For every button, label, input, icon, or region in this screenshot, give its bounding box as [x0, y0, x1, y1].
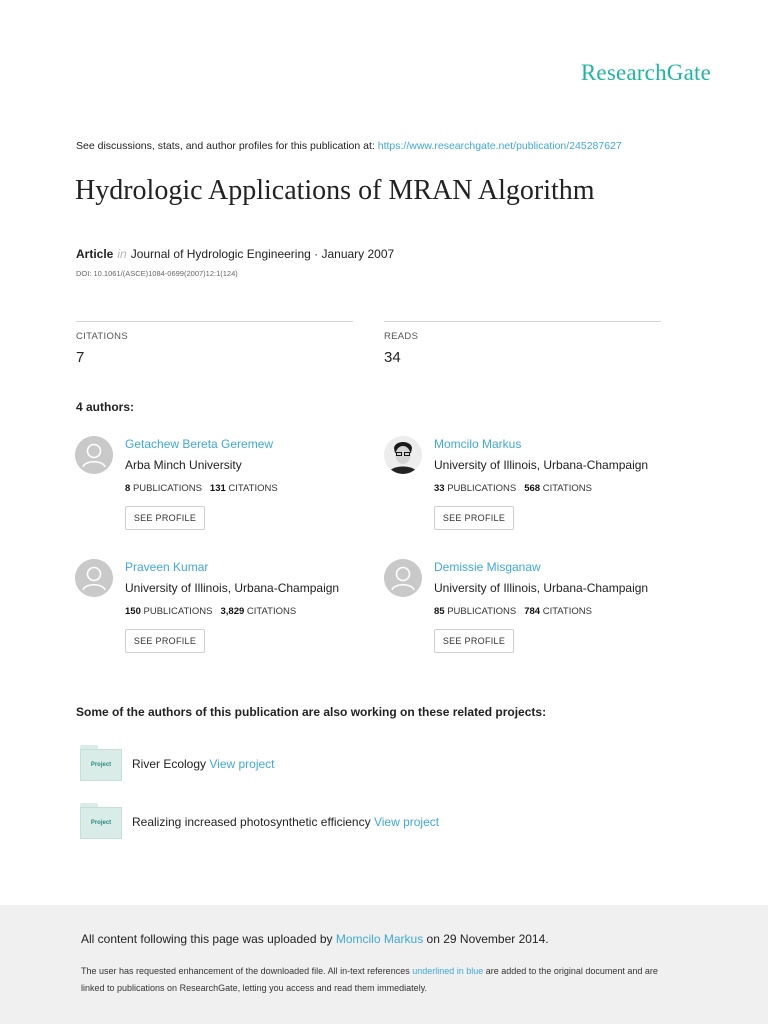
author-name-link[interactable]: Demissie Misganaw	[434, 560, 541, 574]
publications-count: 85	[434, 606, 445, 617]
citations-label: CITATIONS	[542, 483, 592, 494]
author-stats	[434, 483, 592, 494]
citations-stat	[76, 321, 353, 366]
citations-count: 3,829	[220, 606, 245, 617]
project-item	[80, 745, 580, 785]
upload-footer	[0, 905, 768, 1024]
project-item	[80, 803, 580, 843]
publications-label: PUBLICATIONS	[447, 606, 517, 617]
see-profile-button[interactable]: SEE PROFILE	[125, 629, 205, 653]
project-text	[132, 815, 439, 829]
placeholder-avatar-icon[interactable]	[384, 559, 422, 597]
see-profile-button[interactable]: SEE PROFILE	[434, 506, 514, 530]
citations-count: 131	[209, 483, 226, 494]
citations-label: CITATIONS	[76, 331, 128, 342]
upload-suffix: on 29 November 2014.	[423, 932, 549, 946]
project-folder-icon	[80, 803, 122, 839]
project-name: River Ecology	[132, 757, 207, 771]
reads-stat	[384, 321, 661, 366]
publication-title: Hydrologic Applications of MRAN Algorithm	[75, 175, 595, 206]
project-icon-label: Project	[90, 762, 112, 768]
author-card	[75, 436, 375, 546]
upload-prefix: All content following this page was uploaded by	[81, 932, 336, 946]
author-card	[75, 559, 375, 669]
journal-date: Journal of Hydrologic Engineering · January 2007	[130, 247, 395, 261]
uploader-link[interactable]: Momcilo Markus	[335, 932, 424, 946]
placeholder-avatar-icon[interactable]	[75, 559, 113, 597]
author-institution: University of Illinois, Urbana-Champaign	[434, 458, 649, 472]
citations-count: 784	[524, 606, 541, 617]
underlined-blue-text: underlined in blue	[412, 966, 484, 976]
view-project-link[interactable]: View project	[209, 757, 275, 771]
publications-label: PUBLICATIONS	[447, 483, 517, 494]
note-part-1: The user has requested enhancement of the downloaded file. All in-text references	[81, 966, 413, 976]
author-institution: University of Illinois, Urbana-Champaign	[434, 581, 649, 595]
author-stats	[125, 606, 296, 617]
project-folder-icon	[80, 745, 122, 781]
photo-avatar[interactable]	[384, 436, 422, 474]
view-project-link[interactable]: View project	[373, 815, 440, 829]
author-name-link[interactable]: Momcilo Markus	[434, 437, 522, 451]
author-stats	[125, 483, 278, 494]
see-profile-button[interactable]: SEE PROFILE	[125, 506, 205, 530]
researchgate-logo[interactable]: ResearchGate	[580, 60, 711, 85]
author-stats	[434, 606, 592, 617]
placeholder-avatar-icon[interactable]	[75, 436, 113, 474]
citations-count: 568	[524, 483, 541, 494]
in-word: in	[117, 247, 127, 261]
author-card	[384, 436, 684, 546]
publications-count: 8	[125, 483, 131, 494]
author-institution: University of Illinois, Urbana-Champaign	[125, 581, 340, 595]
publication-meta	[76, 247, 394, 261]
authors-heading: 4 authors:	[76, 400, 135, 414]
see-discussions-text: See discussions, stats, and author profiles for this publication at:	[76, 140, 378, 152]
publications-count: 33	[434, 483, 445, 494]
note-part-2: are added to the original document and are linked to publications on ResearchGate, letting you access and read them immediately.	[81, 966, 658, 993]
publications-count: 150	[125, 606, 141, 617]
related-projects-heading: Some of the authors of this publication are also working on these related projects:	[76, 705, 547, 719]
citations-value: 7	[76, 349, 85, 366]
citations-label: CITATIONS	[246, 606, 297, 617]
enhancement-note	[81, 963, 681, 997]
author-name-link[interactable]: Praveen Kumar	[125, 560, 209, 574]
reads-label: READS	[384, 331, 419, 342]
doi: DOI: 10.1061/(ASCE)1084-0699(2007)12:1(124)	[76, 269, 238, 278]
project-name: Realizing increased photosynthetic efficiency	[132, 815, 371, 829]
reads-value: 34	[384, 349, 401, 366]
citations-label: CITATIONS	[542, 606, 592, 617]
project-icon-label: Project	[90, 820, 112, 826]
publications-label: PUBLICATIONS	[132, 483, 202, 494]
publication-url-link[interactable]: https://www.researchgate.net/publication/245287627	[377, 140, 622, 152]
project-text	[132, 757, 275, 771]
publications-label: PUBLICATIONS	[143, 606, 213, 617]
publication-type: Article	[76, 247, 114, 261]
see-profile-button[interactable]: SEE PROFILE	[434, 629, 514, 653]
upload-info	[81, 932, 549, 946]
author-institution: Arba Minch University	[125, 458, 242, 472]
author-name-link[interactable]: Getachew Bereta Geremew	[125, 437, 274, 451]
citations-label: CITATIONS	[228, 483, 278, 494]
author-card	[384, 559, 684, 669]
see-discussions-line	[76, 140, 622, 152]
